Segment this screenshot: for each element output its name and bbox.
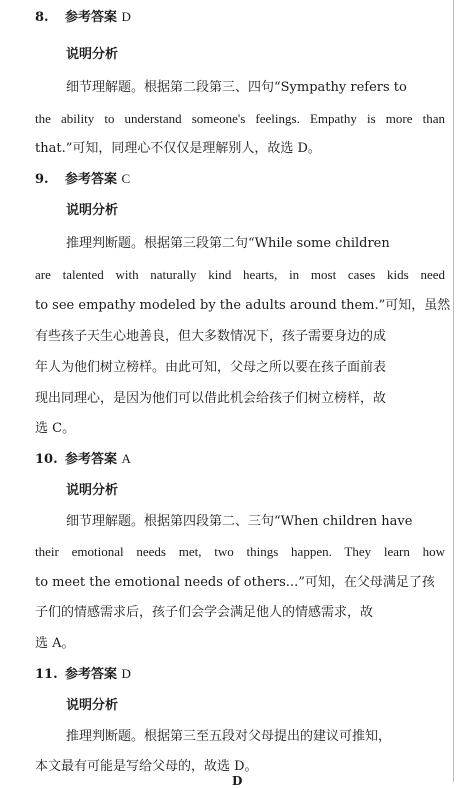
answer-label: 参考答案 bbox=[65, 172, 118, 187]
analysis-line: 现出同理心，是因为他们可以借此机会给孩子们树立榜样，故 bbox=[35, 391, 387, 406]
analysis-line: 有些孩子天生心地善良，但大多数情况下，孩子需要身边的成 bbox=[35, 329, 387, 344]
question-9-header bbox=[35, 170, 445, 189]
analysis-line: 本文最有可能是写给父母的，故选 D。 bbox=[35, 759, 258, 774]
question-number: 8. bbox=[35, 10, 49, 25]
answer-label: 参考答案 bbox=[65, 452, 118, 467]
question-number: 10. bbox=[35, 452, 58, 467]
analysis-label: 说明分析 bbox=[66, 483, 119, 498]
answer-label: 参考答案 bbox=[65, 10, 118, 25]
analysis-line: 推理判断题。根据第三至五段对父母提出的建议可推知， bbox=[66, 729, 392, 744]
answer-letter: C bbox=[121, 171, 131, 186]
analysis-line: that.”可知，同理心不仅仅是理解别人，故选 D。 bbox=[35, 141, 321, 156]
answer-letter: A bbox=[121, 451, 131, 466]
analysis-line: 选 A。 bbox=[35, 636, 75, 651]
analysis-line: 细节理解题。根据第四段第二、三句“When children have bbox=[66, 514, 413, 529]
analysis-line: 选 C。 bbox=[35, 421, 76, 436]
question-number: 11. bbox=[35, 667, 58, 682]
analysis-line: are talented with naturally kind hearts, in most cases kids need bbox=[35, 267, 445, 282]
analysis-line: their emotional needs met, two things happen. They learn how bbox=[35, 544, 445, 559]
analysis-line: 子们的情感需求后，孩子们会学会满足他人的情感需求，故 bbox=[35, 605, 374, 620]
question-10-header bbox=[35, 450, 445, 469]
analysis-line: the ability to understand someone's feelings. Empathy is more than bbox=[35, 111, 445, 126]
analysis-line: 细节理解题。根据第二段第三、四句“Sympathy refers to bbox=[66, 80, 407, 95]
analysis-line: to see empathy modeled by the adults around them.”可知，虽然 bbox=[35, 298, 451, 313]
analysis-label: 说明分析 bbox=[66, 203, 119, 218]
question-11-header bbox=[35, 665, 445, 684]
analysis-line: 推理判断题。根据第三段第二句“While some children bbox=[66, 236, 390, 251]
answer-letter: D bbox=[121, 666, 131, 681]
page-edge-rule bbox=[453, 0, 454, 782]
analysis-label: 说明分析 bbox=[66, 47, 119, 62]
question-8-header bbox=[35, 8, 445, 27]
question-number: 9. bbox=[35, 172, 49, 187]
analysis-label: 说明分析 bbox=[66, 698, 119, 713]
answer-label: 参考答案 bbox=[65, 667, 118, 682]
analysis-line: 年人为他们树立榜样。由此可知，父母之所以要在孩子面前表 bbox=[35, 360, 387, 375]
answer-letter: D bbox=[121, 9, 131, 24]
section-letter: D bbox=[232, 774, 243, 788]
analysis-line: to meet the emotional needs of others...”可知，在父母满足了孩 bbox=[35, 575, 435, 590]
